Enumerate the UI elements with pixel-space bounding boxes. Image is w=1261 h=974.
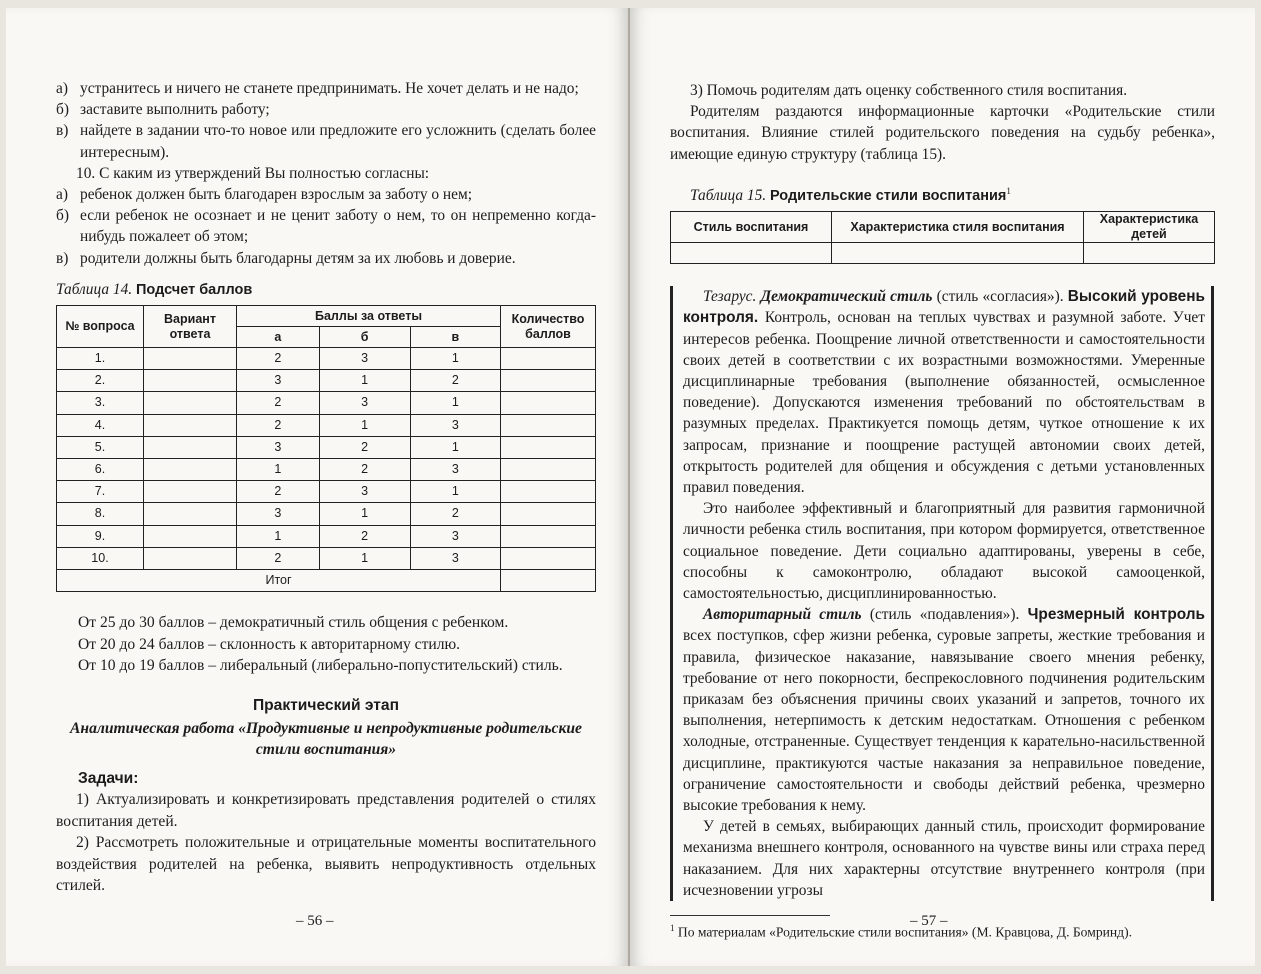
table-14-caption: Таблица 14. Подсчет баллов	[56, 280, 253, 298]
thesaurus-box	[670, 286, 1214, 901]
table-row: 9. 1 2 3	[57, 525, 596, 547]
table-row: 10. 2 1 3	[57, 547, 596, 569]
table-row: 8. 3 1 2	[57, 503, 596, 525]
column-header: № вопроса	[57, 306, 144, 348]
question-10-options	[56, 184, 596, 269]
column-header: б	[319, 327, 410, 348]
table-row: 1. 2 3 1	[57, 348, 596, 370]
intro-paragraph: Родителям раздаются информационные карточки «Родительские стили воспитания. Влияние стилей родительского поведения на судьбу ребенка», имеющие единую структуру (таблица 15).	[670, 103, 1215, 163]
column-header: Характеристика детей	[1084, 212, 1215, 243]
table-15-caption: Таблица 15. Родительские стили воспитания$^1$	[690, 185, 1011, 204]
task-item: 2) Рассмотреть положительные и отрицательные моменты воспитательного воздействия родителей на ребенка, выявить непродуктивность отдельных стилей.	[56, 834, 596, 895]
page-number: – 56 –	[296, 913, 334, 929]
score-interpretation: От 25 до 30 баллов – демократичный стиль общения с ребенком. От 20 до 24 баллов – склонность к авторитарному стилю. От 10 до 19 баллов – либеральный (либерально-попустительский) стиль.	[78, 614, 563, 675]
question-9-options	[56, 78, 596, 163]
column-header: а	[237, 327, 320, 348]
column-header: Количество баллов	[501, 306, 596, 348]
left-page-content	[56, 78, 596, 897]
footnote-divider	[670, 915, 830, 916]
list-item: б) если ребенок не осознает и не ценит заботу о нем, то он непременно когда-нибудь пожалеет об этом;	[56, 207, 596, 246]
column-header: в	[410, 327, 500, 348]
thesaurus-paragraph: У детей в семьях, выбирающих данный стиль, происходит формирование механизма внешнего контроля, основанного на чувстве вины или страха перед наказанием. Для них характерны отсутствие внутреннего контроля (при исчезновении угрозы	[683, 818, 1205, 899]
table-total-row: Итог	[57, 570, 596, 592]
intro-paragraph: 3) Помочь родителям дать оценку собственного стиля воспитания.	[690, 82, 1128, 99]
table-row	[671, 243, 1215, 264]
list-item: в) найдете в задании что-то новое или предложите его усложнить (сделать более интересным).	[56, 122, 596, 161]
table-row: 3. 2 3 1	[57, 392, 596, 414]
list-item: в) родители должны быть благодарны детям за их любовь и доверие.	[56, 249, 516, 267]
list-item: б) заставите выполнить работу;	[56, 101, 270, 119]
table-row: 2. 3 1 2	[57, 370, 596, 392]
column-header: Характеристика стиля воспитания	[832, 212, 1084, 243]
thesaurus-paragraph: Тезарус. Демократический стиль (стиль «согласия»). Высокий уровень контроля. Контроль, основан на теплых чувствах и разумной заботе. Учет интересов ребенка. Поощрение личной ответственности и самостоятельности своих детей в соответствии с их возрастными возможностями. Умеренные дисциплинарные требования (выполнение обязанностей, осмысленное поведение). Допускаются изменения требований по обстоятельствам в разумных пределах. Практикуется помощь детям, чуткое отношение к их запросам, признание и поощрение растущей автономии своих детей, открытость родителей для общения и обсуждения с детьми установленных правил поведения.	[683, 288, 1205, 496]
list-item: а) устранитесь и ничего не станете предпринимать. Не хочет делать и не надо;	[56, 80, 579, 97]
section-subtitle: Аналитическая работа «Продуктивные и непродуктивные родительские стили воспитания»	[70, 719, 582, 758]
column-header: Баллы за ответы	[237, 306, 501, 327]
score-table	[56, 305, 596, 592]
column-header: Стиль воспитания	[671, 212, 832, 243]
task-item: 1) Актуализировать и конкретизировать представления родителей о стилях воспитания детей.	[56, 791, 596, 830]
thesaurus-paragraph: Это наиболее эффективный и благоприятный для развития гармоничной личности ребенка стиль воспитания, при котором формируется, ответственное социальное поведение. Дети социально адаптированы, уверены в себе, способны к самоконтролю, обладают высокой самооценкой, самостоятельностью, дисциплинированностью.	[683, 500, 1205, 602]
table-row: 7. 2 3 1	[57, 481, 596, 503]
right-page	[630, 8, 1255, 966]
left-page	[6, 8, 628, 966]
tasks-heading: Задачи:	[78, 769, 139, 787]
section-heading: Практический этап	[252, 696, 400, 714]
table-row: 5. 3 2 1	[57, 436, 596, 458]
list-item: а) ребенок должен быть благодарен взрослым за заботу о нем;	[56, 186, 473, 204]
right-page-content	[670, 80, 1215, 941]
styles-table	[670, 211, 1215, 264]
footnote: $^1$ По материалам «Родительские стили воспитания» (М. Кравцова, Д. Бомринд).	[670, 923, 1133, 940]
page-number: – 57 –	[910, 913, 948, 929]
table-row: 6. 1 2 3	[57, 459, 596, 481]
question-10-title: 10. С каким из утверждений Вы полностью согласны:	[76, 164, 430, 182]
column-header: Вариант ответа	[144, 306, 237, 348]
thesaurus-paragraph: Авторитарный стиль (стиль «подавления»). Чрезмерный контроль всех поступков, сфер жизни ребенка, суровые запреты, жесткие требования и правила, физическое наказание, навязывание своего мнения ребенку, требование от него покорности, беспрекословного подчинения родительским приказам без объяснения причины своих указаний и запретов, точного их выполнения, нетерпимость к детским недостаткам. Отношения с ребенком холодные, отстраненные. Существует тенденция к карательно-насильственной дисциплине, практикуются частые наказания за неправильное поведение, ограничение самостоятельности и свободы действий ребенка, чрезмерно высокие требования к нему.	[683, 606, 1205, 815]
table-row: 4. 2 1 3	[57, 414, 596, 436]
